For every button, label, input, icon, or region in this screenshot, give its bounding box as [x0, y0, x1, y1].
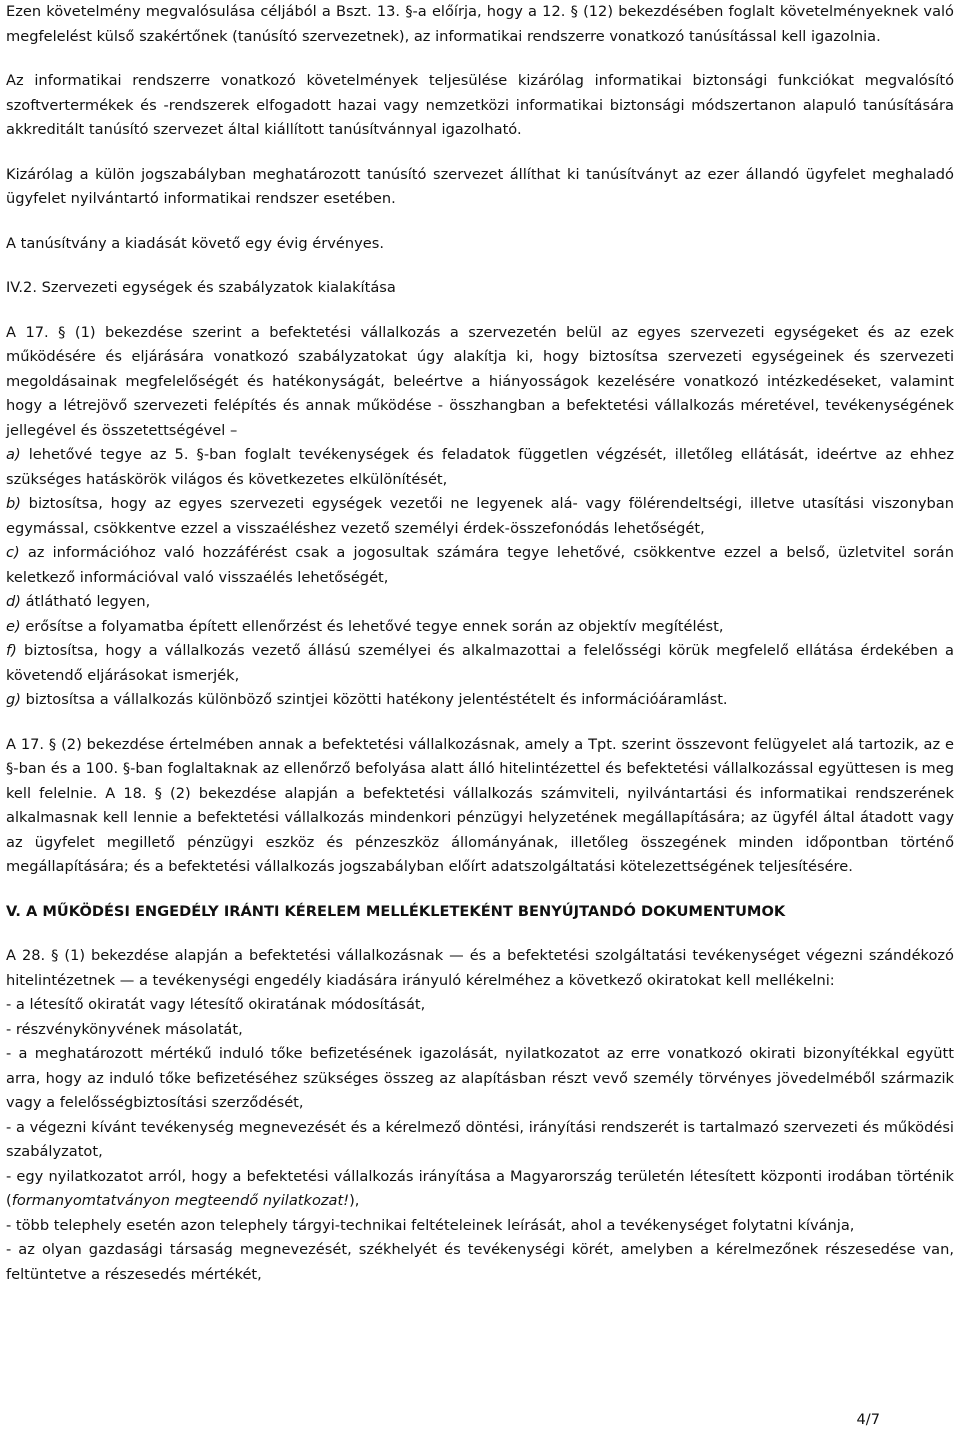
list-item-e — [6, 615, 954, 640]
paragraph-it-requirements: Az informatikai rendszerre vonatkozó követelmények teljesülése kizárólag informatikai biztonsági funkciókat megvalósító szoftvertermékek és -rendszerek elfogadott hazai vagy nemzetközi informatikai biztonsági módszertanon alapuló tanúsítására akkreditált tanúsító szervezet által kiállított tanúsítvánnyal igazolható. — [6, 72, 954, 138]
item-text-italic: formanyomtatványon megteendő nyilatkozat! — [11, 1192, 350, 1209]
list-item-a — [6, 443, 954, 492]
list-item-5 — [6, 1165, 954, 1214]
list-item-c — [6, 541, 954, 590]
list-item-7: - az olyan gazdasági társaság megnevezését, székhelyét és tevékenységi körét, amelyben a kérelmezőnek részesedése van, feltüntetve a részesedés mértékét, — [6, 1241, 954, 1283]
list-item-4: - a végezni kívánt tevékenység megnevezését és a kérelmező döntési, irányítási rendszerét is tartalmazó szervezeti és működési szabályzatot, — [6, 1118, 954, 1160]
paragraph-certifying-body: Kizárólag a külön jogszabályban meghatározott tanúsító szervezet állíthat ki tanúsítványt az ezer állandó ügyfelet meghaladó ügyfelet nyilvántartó informatikai rendszer esetében. — [6, 165, 954, 207]
item-text-post: ), — [349, 1192, 360, 1209]
paragraph-17-1-intro: A 17. § (1) bekezdése szerint a befektetési vállalkozás a szervezetén belül az egyes szervezeti egységeket és az ezek működésére és eljárására vonatkozó szabályzatokat úgy alakítja ki, hogy biztosítsa szervezeti egységeinek és szervezeti megoldásainak megfelelőségét és hatékonyságát, beleértve a hiányosságok kezelésére vonatkozó intézkedéseket, valamint hogy a létrejövő szervezeti felépítés és annak működése - összhangban a befektetési vállalkozás méretével, tevékenységének jellegével és összetettségével – — [6, 323, 954, 439]
list-item-d — [6, 590, 954, 615]
list-item-g — [6, 688, 954, 713]
item-text: biztosítsa, hogy az egyes szervezeti egységek vezetői ne legyenek alá- vagy fölérendeltségi, illetve utasítási viszonyban egymással, csökkentve ezzel a visszaéléshez vezető személyi érdek-összefonódás lehetőségét, — [6, 495, 954, 537]
list-item-f — [6, 639, 954, 688]
page-number: 4/7 — [856, 1411, 880, 1428]
item-text: erősítse a folyamatba épített ellenőrzést és lehetővé tegye ennek során az objektív megítélést, — [20, 617, 724, 635]
item-text: biztosítsa, hogy a vállalkozás vezető állású személyei és alkalmazottai a felelősségi körük megfelelő ellátása érdekében a követendő eljárásokat ismerjék, — [6, 642, 954, 684]
paragraph-validity: A tanúsítvány a kiadását követő egy évig érvényes. — [6, 234, 384, 252]
item-text-pre: - egy nyilatkozatot arról, hogy a befektetési vállalkozás irányítása a Magyarország területén létesített központi irodában történik ( — [6, 1167, 954, 1209]
paragraph-28-1-intro: A 28. § (1) bekezdése alapján a befektetési vállalkozásnak — és a befektetési szolgáltatási tevékenységet végezni szándékozó hitelintézetnek — a tevékenységi engedély kiadására irányuló kérelméhez a következő okiratokat kell mellékelni: — [6, 947, 954, 989]
item-letter: g) — [6, 691, 21, 708]
item-text: biztosítsa a vállalkozás különböző szintjei közötti hatékony jelentéstételt és információáramlást. — [20, 691, 728, 708]
list-item-3: - a meghatározott mértékű induló tőke befizetésének igazolását, nyilatkozatot az erre vonatkozó okirati bizonyítékkal együtt arra, hogy az induló tőke befizetéséhez szükséges összeg az alapításban részt vevő személy törvényes jövedelméből származik vagy a felelősségbiztosítási szerződését, — [6, 1045, 954, 1111]
item-letter: a) — [6, 446, 21, 463]
item-letter: d) — [6, 593, 21, 610]
list-item-6: - több telephely esetén azon telephely tárgyi-technikai feltételeinek leírását, ahol a tevékenységet folytatni kívánja, — [6, 1216, 855, 1234]
paragraph-28-1 — [6, 944, 954, 1287]
paragraph-17-2: A 17. § (2) bekezdése értelmében annak a befektetési vállalkozásnak, amely a Tpt. szerint összevont felügyelet alá tartozik, az e §-ban és a 100. §-ban foglaltaknak az ellenőrző befolyása alatt álló hitelintézettel és befektetési vállalkozással együttesen is meg kell felelnie. A 18. § (2) bekezdése alapján a befektetési vállalkozás számviteli, nyilvántartási és informatikai rendszerének alkalmasnak kell lennie a befektetési vállalkozás mindenkori pénzügyi helyzetének megállapítására; az ügyfél által átadott vagy az ügyfelet megillető pénzügyi eszköz és pénzeszköz állományának, illetőleg összegének minden időpontban történő megállapítására; és a befektetési vállalkozás jogszabályban előírt adatszolgáltatási kötelezettségének teljesítésére. — [6, 735, 954, 875]
item-letter: e) — [6, 617, 21, 635]
list-item-2: - részvénykönyvének másolatát, — [6, 1020, 243, 1038]
section-heading-iv2: IV.2. Szervezeti egységek és szabályzatok kialakítása — [6, 279, 396, 296]
item-text: az információhoz való hozzáférést csak a jogosultak számára tegye lehetővé, csökkentve ezzel a belső, üzletvitel során keletkező információval való visszaélés lehetőségét, — [6, 544, 954, 586]
item-letter: c) — [6, 544, 20, 561]
item-letter: f) — [6, 642, 17, 659]
list-item-b — [6, 492, 954, 541]
section-heading-v: V. A MŰKÖDÉSI ENGEDÉLY IRÁNTI KÉRELEM MELLÉKLETEKÉNT BENYÚJTANDÓ DOKUMENTUMOK — [6, 902, 786, 920]
list-item-1: - a létesítő okiratát vagy létesítő okiratának módosítását, — [6, 996, 426, 1013]
item-text: lehetővé tegye az 5. §-ban foglalt tevékenységek és feladatok független végzését, illetőleg ellátását, ideértve az ehhez szükséges hatáskörök világos és következetes elkülönítését, — [6, 446, 954, 488]
item-text: átlátható legyen, — [20, 593, 151, 610]
item-letter: b) — [6, 495, 21, 512]
paragraph-17-1 — [6, 321, 954, 713]
paragraph-certification: Ezen követelmény megvalósulása céljából a Bszt. 13. §-a előírja, hogy a 12. § (12) bekezdésében foglalt követelményeknek való megfelelést külső szakértőnek (tanúsító szervezetnek), az informatikai rendszerre vonatkozó tanúsítással kell igazolnia. — [6, 3, 954, 45]
